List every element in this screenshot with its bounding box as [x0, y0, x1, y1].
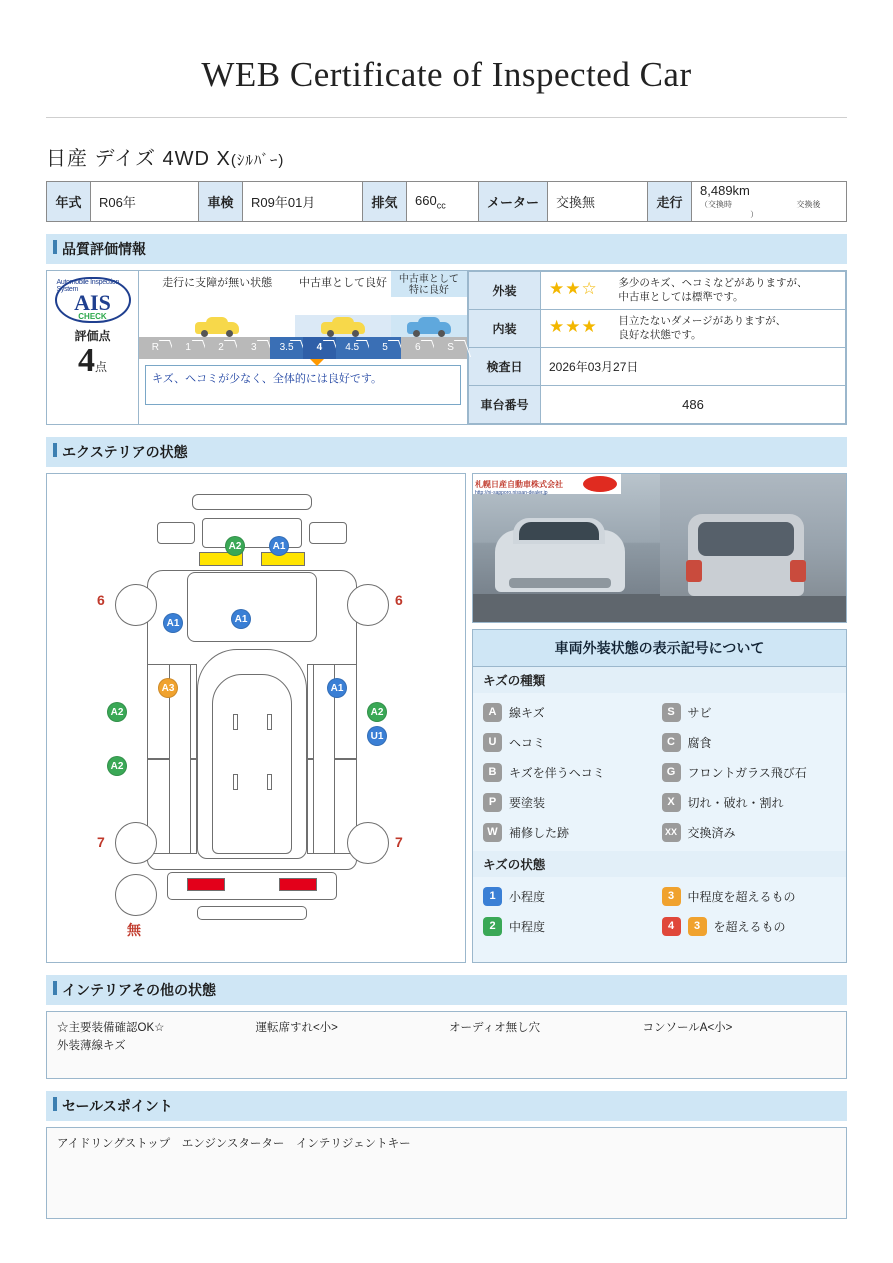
section-title-sales: セールスポイント	[46, 1091, 847, 1121]
spec-meter-value: 交換無	[548, 182, 648, 222]
list-item	[662, 787, 841, 817]
evaluation-table	[468, 271, 846, 424]
exterior-stars: ★★☆	[549, 278, 598, 298]
interior-col-2: 運転席すれ<小>	[255, 1022, 338, 1034]
list-item	[483, 757, 662, 787]
badge-c-icon: C	[662, 733, 681, 752]
badge-x-icon: X	[662, 793, 681, 812]
legend-label: フロントガラス飛び石	[687, 765, 807, 780]
interior-col-1	[57, 1020, 255, 1056]
list-item	[662, 697, 841, 727]
legend-label: キズを伴うヘコミ	[509, 765, 605, 780]
scale-cell-S: S	[434, 337, 467, 359]
table-row	[469, 348, 846, 386]
ais-logo	[55, 277, 131, 323]
badge-xx-icon: XX	[662, 823, 681, 842]
legend-group1-title: キズの種類	[473, 667, 846, 693]
eval-key-chassis-no: 車台番号	[469, 386, 541, 424]
legend-label: 線キズ	[509, 705, 545, 720]
interior-col1-line1: ☆主要装備確認OK☆	[57, 1022, 165, 1034]
displacement-number: 660	[415, 192, 437, 208]
ais-score-label: 評価点	[74, 329, 111, 343]
eval-key-interior: 内装	[469, 310, 541, 348]
rank-chart	[139, 271, 468, 424]
rank-header-1: 中古車として良好	[299, 277, 388, 289]
scale-cell-R: R	[139, 337, 172, 359]
eval-key-inspect-date: 検査日	[469, 348, 541, 386]
scale-cell-5: 5	[369, 337, 402, 359]
badge-g-icon: G	[662, 763, 681, 782]
legend-label: 中程度	[509, 919, 546, 934]
mileage-note-mid: 交換後	[796, 199, 821, 209]
spec-mileage-value	[692, 182, 847, 222]
eval-key-exterior: 外装	[469, 272, 541, 310]
eval-value-exterior	[541, 272, 846, 310]
damage-mark-a1-front-right: A1	[269, 536, 289, 556]
rank-car-1	[295, 315, 390, 337]
displacement-unit: cc	[436, 200, 446, 211]
scale-cell-3_5: 3.5	[270, 337, 303, 359]
scale-cell-4_5: 4.5	[336, 337, 369, 359]
ais-score-box	[47, 271, 139, 424]
eval-value-inspect-date: 2026年03月27日	[541, 348, 846, 386]
scale-cell-4-selected: 4	[303, 337, 336, 359]
mileage-note	[700, 200, 838, 220]
badge-3b-icon: 3	[688, 917, 707, 936]
damage-mark-a1-hood: A1	[231, 609, 251, 629]
quality-block	[46, 270, 847, 425]
legend-title: 車両外装状態の表示記号について	[473, 630, 846, 667]
list-item	[483, 697, 662, 727]
rank-car-2	[391, 315, 467, 337]
tire-number-front-right: 6	[395, 592, 403, 608]
list-item	[483, 817, 662, 847]
badge-4-icon: 4	[662, 917, 681, 936]
exterior-note: 多少のキズ、ヘコミなどがありますが、 中古車としては標準です。	[618, 276, 808, 303]
badge-b-icon: B	[483, 763, 502, 782]
eval-value-chassis-no: 486	[541, 386, 846, 424]
damage-mark-a2-left-rear: A2	[107, 756, 127, 776]
badge-1-icon: 1	[483, 887, 502, 906]
rank-scale	[139, 337, 467, 359]
table-row	[469, 310, 846, 348]
car-name-main: 日産 デイズ 4WD X	[46, 148, 231, 170]
scale-cell-6: 6	[401, 337, 434, 359]
badge-3-icon: 3	[662, 887, 681, 906]
badge-u-icon: U	[483, 733, 502, 752]
ais-score-unit: 点	[94, 360, 107, 374]
table-row	[469, 386, 846, 424]
legend-label: を超えるもの	[713, 919, 786, 934]
tire-number-front-left: 6	[97, 592, 105, 608]
legend-group2-items	[473, 877, 846, 945]
exterior-block	[46, 473, 847, 963]
mileage-number: 8,489km	[700, 183, 750, 199]
interior-columns	[57, 1020, 836, 1056]
ais-logo-top: Automobile Inspection System	[56, 278, 120, 293]
section-title-quality: 品質評価情報	[46, 234, 847, 264]
badge-p-icon: P	[483, 793, 502, 812]
section-title-exterior: エクステリアの状態	[46, 437, 847, 467]
legend-group2-title: キズの状態	[473, 851, 846, 877]
spare-tire-label: 無	[127, 922, 141, 938]
damage-mark-a2-left-side: A2	[107, 702, 127, 722]
quality-comment: キズ、ヘコミが少なく、全体的には良好です。	[145, 365, 461, 405]
ais-logo-main: AIS	[74, 289, 111, 315]
legend-group1-items	[473, 693, 846, 851]
ais-score-value	[78, 344, 107, 378]
list-item	[662, 911, 841, 941]
scale-cell-1: 1	[172, 337, 205, 359]
car-name	[46, 142, 893, 171]
list-item	[483, 787, 662, 817]
eval-value-interior	[541, 310, 846, 348]
rank-car-icons	[139, 297, 467, 337]
scale-cell-3: 3	[237, 337, 270, 359]
scale-cell-2: 2	[205, 337, 238, 359]
legend-label: ヘコミ	[509, 735, 546, 750]
list-item	[483, 881, 662, 911]
legend-panel	[472, 629, 847, 963]
exterior-photos-and-legend	[472, 473, 847, 963]
sales-points-box: アイドリングストップ エンジンスターター インテリジェントキー	[46, 1127, 847, 1219]
spec-meter-label: メーター	[479, 182, 548, 222]
interior-col1-line2: 外装薄線キズ	[57, 1039, 126, 1052]
spec-mileage-label: 走行	[648, 182, 692, 222]
interior-col-3: オーディオ無し穴	[448, 1022, 541, 1034]
list-item	[483, 911, 662, 941]
mileage-note-left: （交換時	[700, 199, 733, 209]
list-item	[662, 757, 841, 787]
damage-mark-u1-right-side: U1	[367, 726, 387, 746]
section-title-interior: インテリアその他の状態	[46, 975, 847, 1005]
spec-inspection-label: 車検	[199, 182, 243, 222]
dealer-name: 札幌日産自動車株式会社	[475, 479, 563, 489]
damage-mark-a1-right-door: A1	[327, 678, 347, 698]
interior-col-4: コンソールA<小>	[642, 1022, 733, 1034]
mileage-note-right: ）	[750, 209, 759, 219]
legend-label: 要塗装	[509, 795, 546, 810]
list-item	[662, 817, 841, 847]
damage-mark-a2-right-side: A2	[367, 702, 387, 722]
spec-displacement-label: 排気	[363, 182, 407, 222]
legend-label: 腐食	[687, 735, 712, 750]
legend-label: 補修した跡	[509, 825, 570, 840]
rank-header-2: 中古車として 特に良好	[391, 271, 467, 297]
badge-w-icon: W	[483, 823, 502, 842]
page-title: WEB Certificate of Inspected Car	[201, 55, 692, 94]
legend-label: 切れ・破れ・割れ	[687, 795, 784, 810]
photo-front	[473, 474, 660, 622]
spec-year-label: 年式	[47, 182, 91, 222]
ais-logo-sub: CHECK	[78, 312, 107, 322]
spec-table	[46, 181, 847, 222]
rank-car-0	[139, 315, 295, 337]
spec-year-value: R06年	[91, 182, 199, 222]
badge-a-icon: A	[483, 703, 502, 722]
legend-label: サビ	[687, 705, 712, 720]
table-row	[469, 272, 846, 310]
tire-number-rear-left: 7	[97, 834, 105, 850]
list-item	[662, 881, 841, 911]
car-name-color: (ｼﾙﾊﾞｰ)	[230, 152, 285, 169]
dealer-url: http://ni-sapporo.nissan-dealer.jp	[475, 490, 548, 496]
photo-row	[472, 473, 847, 623]
badge-s-icon: S	[662, 703, 681, 722]
rank-headers	[139, 271, 467, 297]
list-item	[662, 727, 841, 757]
scale-row	[139, 337, 467, 359]
car-damage-diagram	[46, 473, 466, 963]
rank-header-0: 走行に支障が無い状態	[162, 277, 273, 289]
list-item	[483, 727, 662, 757]
photo-rear	[660, 474, 847, 622]
spec-displacement-value	[407, 182, 479, 222]
damage-mark-a3-left-door: A3	[158, 678, 178, 698]
legend-label: 小程度	[509, 889, 546, 904]
damage-mark-a1-left-fender: A1	[163, 613, 183, 633]
badge-2-icon: 2	[483, 917, 502, 936]
ais-score-number: 4	[77, 342, 95, 379]
interior-note: 目立たないダメージがありますが、 良好な状態です。	[618, 314, 787, 341]
interior-stars: ★★★	[549, 316, 598, 336]
tire-number-rear-right: 7	[395, 834, 403, 850]
spec-inspection-value: R09年01月	[243, 182, 363, 222]
legend-label: 中程度を超えるもの	[687, 889, 796, 904]
interior-notes-box	[46, 1011, 847, 1079]
scale-selected-marker	[310, 359, 324, 366]
header-divider	[46, 117, 847, 118]
damage-mark-a2-front-left: A2	[225, 536, 245, 556]
legend-label: 交換済み	[687, 825, 736, 840]
